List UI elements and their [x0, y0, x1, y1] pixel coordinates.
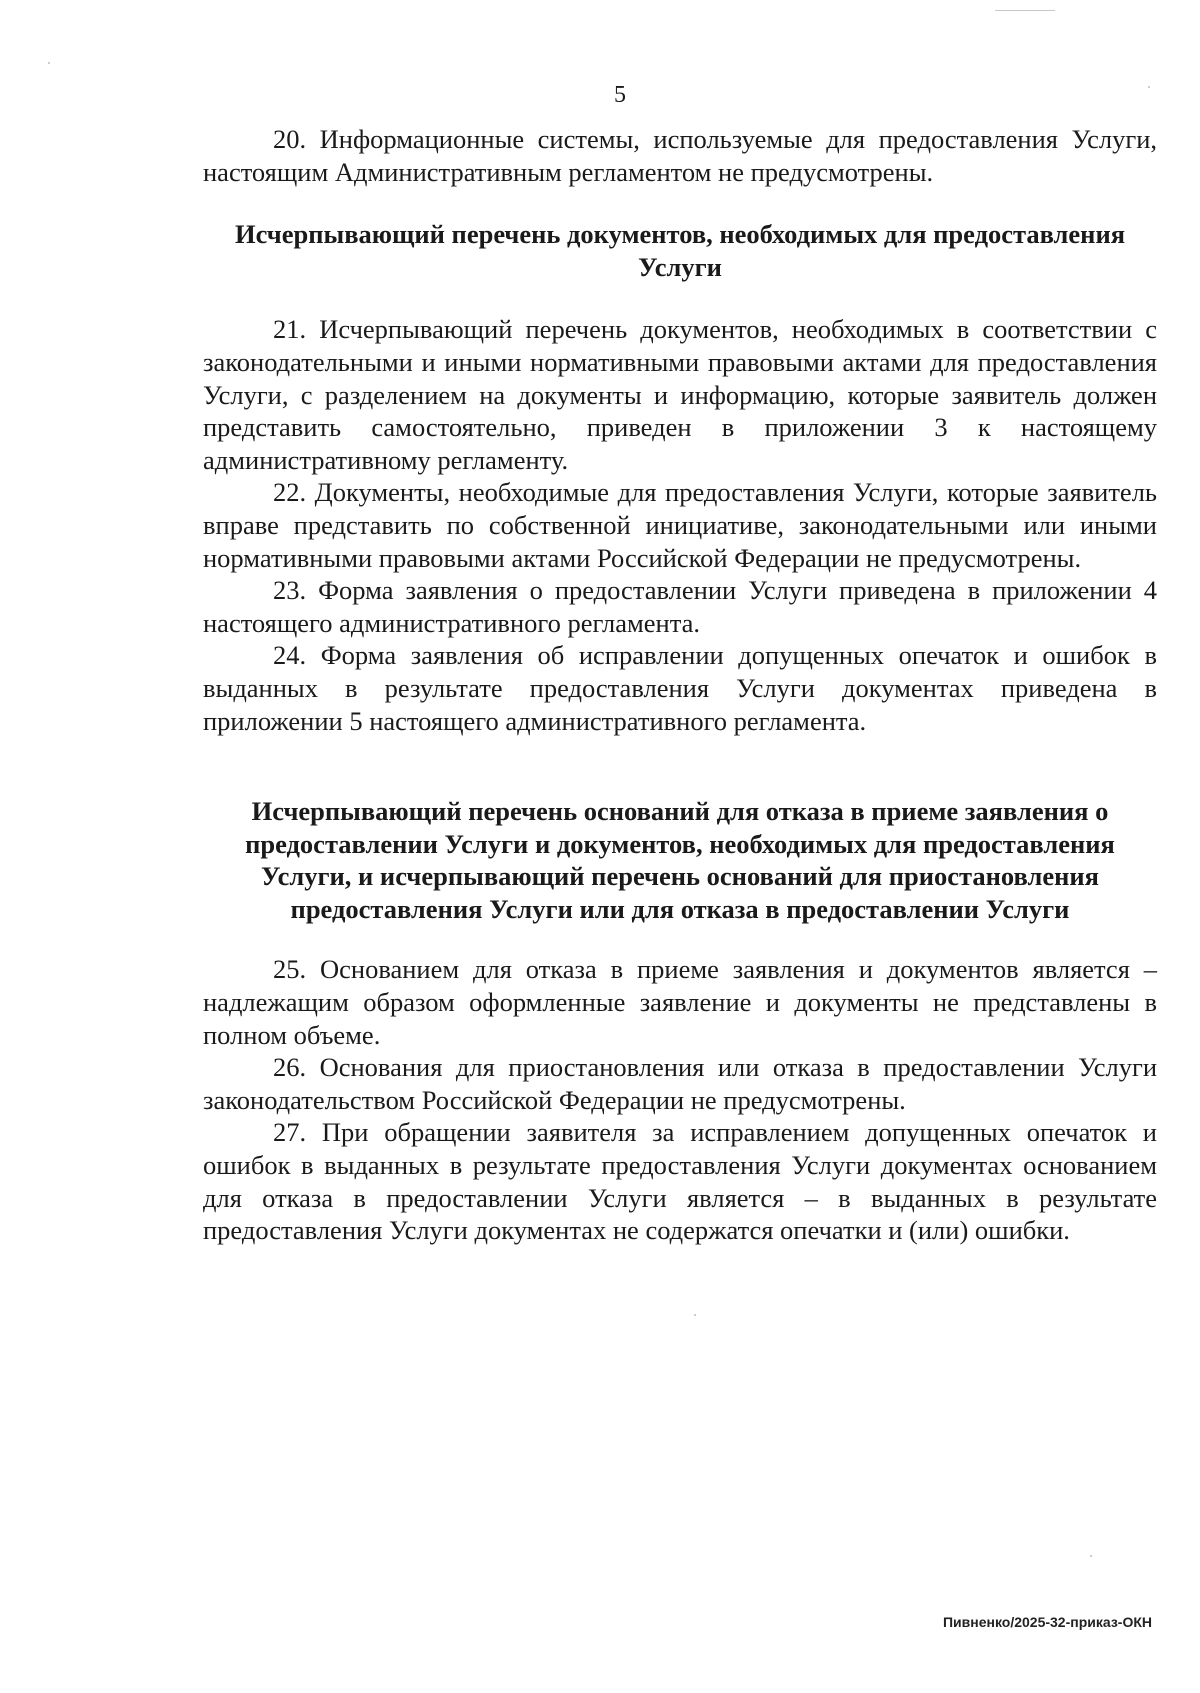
scan-artifact-line [995, 10, 1055, 11]
section-heading-documents: Исчерпывающий перечень документов, необходимых для предоставления Услуги [234, 219, 1126, 282]
scan-artifact-dot [694, 1314, 696, 1316]
paragraph-24: 24. Форма заявления об исправлении допущенных опечаток и ошибок в выданных в результате предоставления Услуги документах приведена в приложении 5 настоящего административного регламента. [203, 640, 1157, 736]
paragraph-23: 23. Форма заявления о предоставлении Услуги приведена в приложении 4 настоящего административного регламента. [203, 575, 1157, 638]
paragraph-26: 26. Основания для приостановления или отказа в предоставлении Услуги законодательством Российской Федерации не предусмотрены. [203, 1052, 1157, 1115]
page-number: 5 [614, 82, 626, 108]
scan-artifact-dot [48, 62, 50, 64]
document-body [203, 123, 1157, 1247]
document-code-footer: Пивненко/2025-32-приказ-ОКН [942, 1614, 1152, 1630]
paragraph-21: 21. Исчерпывающий перечень документов, необходимых в соответствии с законодательными и иными нормативными правовыми актами для предоставления Услуги, с разделением на документы и информацию, которые заявитель должен представить самостоятельно, приведен в приложении 3 к настоящему административному регламенту. [203, 314, 1157, 475]
paragraph-27: 27. При обращении заявителя за исправлением допущенных опечаток и ошибок в выданных в результате предоставления Услуги документах основанием для отказа в предоставлении Услуги является – в выданных в результате предоставления Услуги документах не содержатся опечатки и (или) ошибки. [203, 1117, 1157, 1246]
scan-artifact-dot [1090, 1555, 1092, 1557]
paragraph-20: 20. Информационные системы, используемые для предоставления Услуги, настоящим Административным регламентом не предусмотрены. [203, 124, 1157, 187]
section-heading-refusal-grounds: Исчерпывающий перечень оснований для отказа в приеме заявления о предоставлении Услуги и документов, необходимых для предоставления Услуги, и исчерпывающий перечень оснований для приостановления предоставления Услуги или для отказа в предоставлении Услуги [245, 796, 1115, 924]
paragraph-22: 22. Документы, необходимые для предоставления Услуги, которые заявитель вправе представить по собственной инициативе, законодательными или иными нормативными правовыми актами Российской Федерации не предусмотрены. [203, 477, 1157, 573]
paragraph-25: 25. Основанием для отказа в приеме заявления и документов является – надлежащим образом оформленные заявление и документы не представлены в полном объеме. [203, 954, 1157, 1050]
